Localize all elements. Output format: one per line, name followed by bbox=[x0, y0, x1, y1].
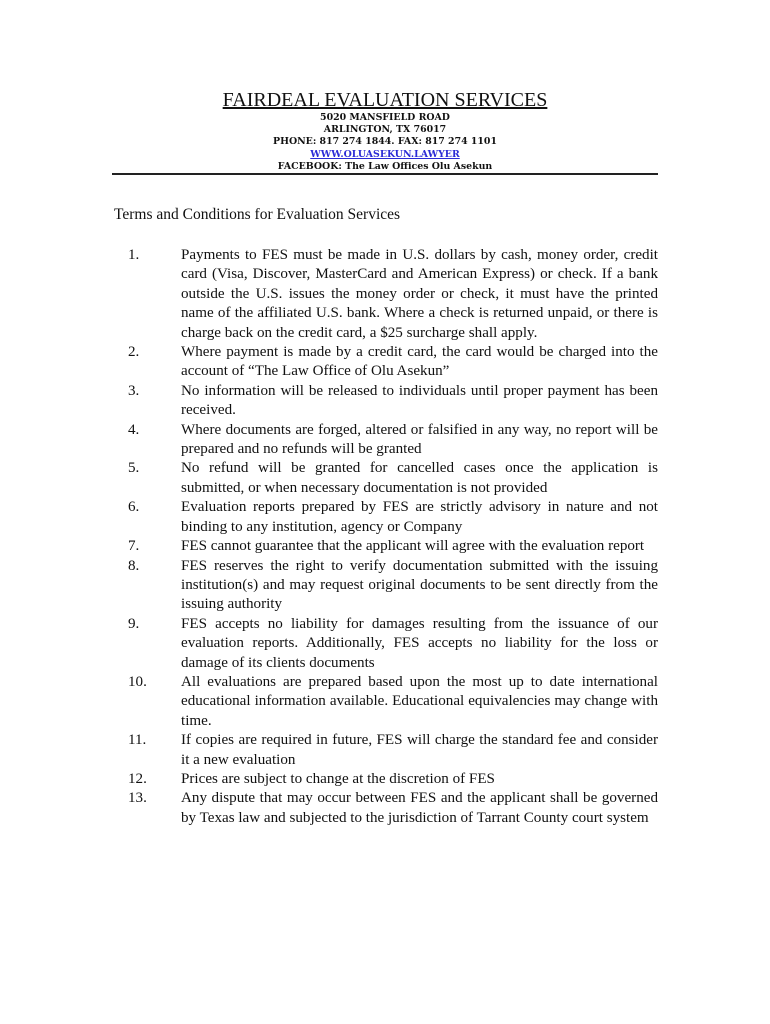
term-item bbox=[128, 246, 658, 343]
terms-list bbox=[128, 246, 658, 828]
address-line-2: ARLINGTON, TX 76017 bbox=[323, 124, 447, 136]
term-number: 13. bbox=[128, 790, 147, 807]
term-number: 2. bbox=[128, 344, 140, 361]
term-text: FES accepts no liability for damages resulting from the issuance of our evaluation reports. Additionally, FES accepts no liability for the loss or damage of its clients documents bbox=[181, 615, 658, 671]
term-number: 6. bbox=[128, 499, 140, 516]
term-text: If copies are required in future, FES will charge the standard fee and consider it a new evaluation bbox=[181, 732, 658, 768]
term-text: No information will be released to individuals until proper payment has been received. bbox=[181, 382, 658, 419]
term-text: Payments to FES must be made in U.S. dollars by cash, money order, credit card (Visa, Discover, MasterCard and American Express) or check. If a bank outside the U.S. issues the money order or check, it must have the printed name of the affiliated U.S. bank. Where a check is returned unpaid, or there is charge back on the credit card, a $25 surcharge shall apply. bbox=[181, 247, 658, 341]
term-item bbox=[128, 498, 658, 537]
term-item bbox=[128, 537, 658, 556]
term-item bbox=[128, 421, 658, 460]
term-text: No refund will be granted for cancelled cases once the application is submitted, or when necessary documentation is not provided bbox=[181, 460, 658, 496]
address-line-1: 5020 MANSFIELD ROAD bbox=[320, 112, 450, 123]
term-text: FES reserves the right to verify documentation submitted with the issuing institution(s) and may request original documents to be sent directly from the issuing authority bbox=[181, 557, 658, 613]
term-number: 5. bbox=[128, 460, 140, 477]
term-item bbox=[128, 731, 658, 770]
letterhead bbox=[112, 88, 658, 173]
phone-fax: PHONE: 817 274 1844. FAX: 817 274 1101 bbox=[273, 136, 497, 148]
website-link[interactable]: WWW.OLUASEKUN.LAWYER bbox=[310, 148, 460, 160]
term-item bbox=[128, 615, 658, 673]
term-item bbox=[128, 557, 658, 615]
term-text: FES cannot guarantee that the applicant will agree with the evaluation report bbox=[181, 538, 645, 555]
term-item bbox=[128, 770, 658, 789]
term-number: 4. bbox=[128, 421, 140, 438]
term-item bbox=[128, 673, 658, 731]
facebook-line: FACEBOOK: The Law Offices Olu Asekun bbox=[277, 160, 493, 172]
term-text: All evaluations are prepared based upon the most up to date international educational information available. Educational equivalencies may change with time. bbox=[181, 673, 658, 729]
header-divider bbox=[112, 173, 658, 175]
term-text: Prices are subject to change at the discretion of FES bbox=[181, 770, 495, 787]
term-number: 10. bbox=[128, 673, 147, 690]
term-number: 8. bbox=[128, 557, 140, 574]
term-number: 7. bbox=[128, 538, 140, 555]
document-title: Terms and Conditions for Evaluation Services bbox=[114, 206, 401, 223]
term-number: 1. bbox=[128, 247, 140, 263]
term-number: 12. bbox=[128, 770, 147, 787]
term-number: 9. bbox=[128, 615, 140, 632]
term-item bbox=[128, 343, 658, 382]
term-text: Any dispute that may occur between FES and the applicant shall be governed by Texas law and subjected to the jurisdiction of Tarrant County court system bbox=[181, 790, 658, 826]
company-name: FAIRDEAL EVALUATION SERVICES bbox=[222, 89, 548, 111]
term-item bbox=[128, 459, 658, 498]
term-item bbox=[128, 789, 658, 828]
term-number: 11. bbox=[128, 732, 147, 749]
term-text: Where documents are forged, altered or falsified in any way, no report will be prepared and no refunds will be granted bbox=[181, 421, 658, 458]
term-number: 3. bbox=[128, 382, 140, 399]
term-text: Where payment is made by a credit card, the card would be charged into the account of “The Law Office of Olu Asekun” bbox=[181, 344, 658, 380]
term-item bbox=[128, 382, 658, 421]
term-text: Evaluation reports prepared by FES are strictly advisory in nature and not binding to any institution, agency or Company bbox=[181, 499, 658, 535]
